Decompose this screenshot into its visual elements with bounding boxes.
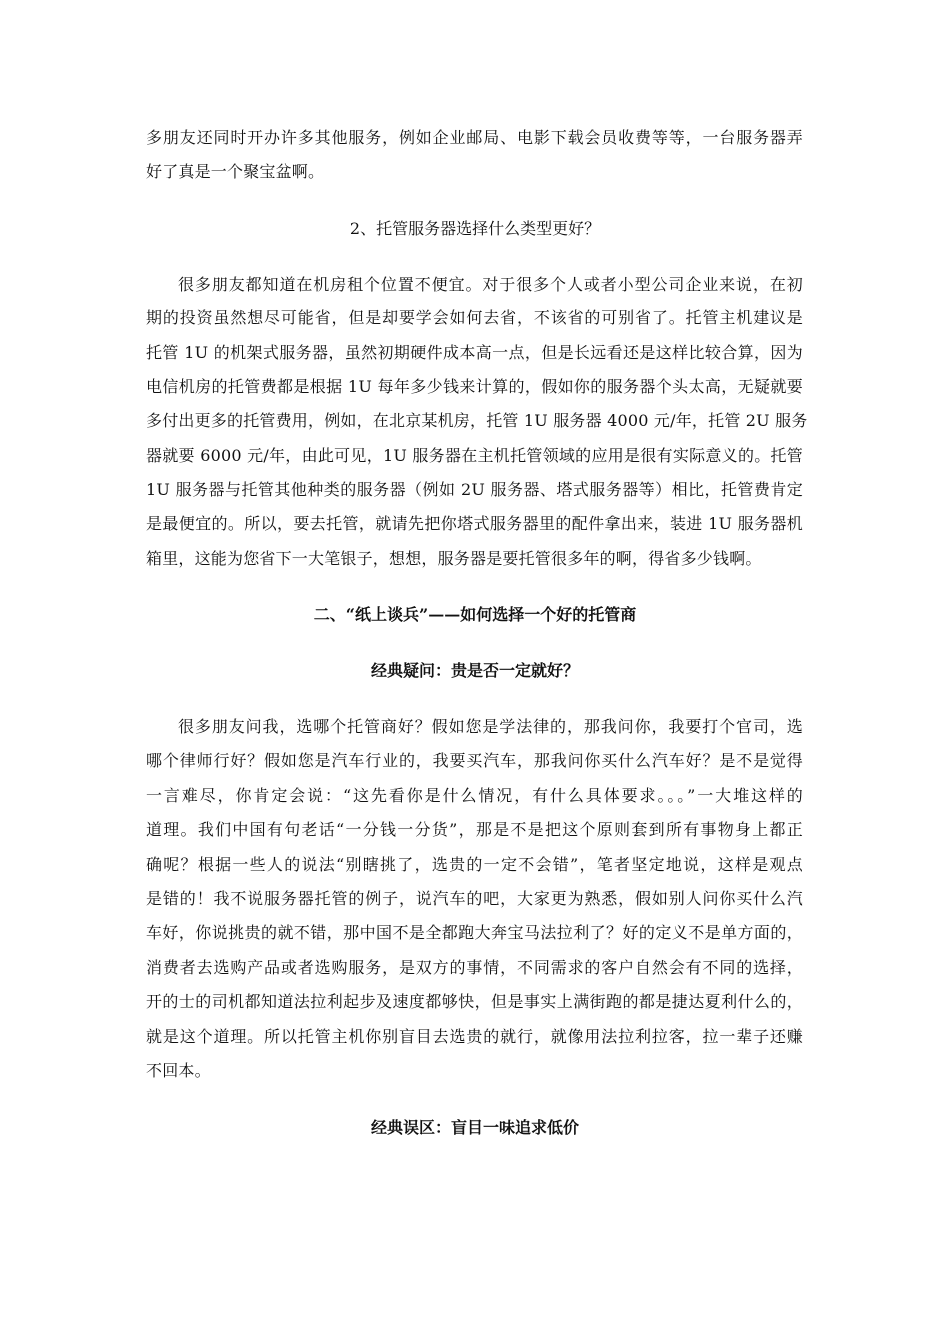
paragraph-line: 是最便宜的。所以，要去托管，就请先把你塔式服务器里的配件拿出来，装进 1U 服务器机 [146, 514, 803, 533]
section-heading: 二、“纸上谈兵”——如何选择一个好的托管商 [313, 605, 637, 624]
paragraph-line: 器就要 6000 元/年，由此可见，1U 服务器在主机托管领域的应用是很有实际意义的。托管 [146, 446, 803, 465]
paragraph-line: 箱里，这能为您省下一大笔银子，想想，服务器是要托管很多年的啊，得省多少钱啊。 [146, 549, 762, 568]
paragraph-line: 一言难尽，你肯定会说：“这先看你是什么情况，有什么具体要求。。。”一大堆这样的 [146, 786, 803, 805]
paragraph-line: 开的士的司机都知道法拉利起步及速度都够快，但是事实上满街跑的都是捷达夏利什么的， [146, 992, 803, 1011]
paragraph-line: 车好，你说挑贵的就不错，那中国不是全都跑大奔宝马法拉利了？好的定义不是单方面的， [146, 923, 803, 942]
paragraph-line: 不回本。 [146, 1061, 211, 1080]
paragraph-line: 多朋友还同时开办许多其他服务，例如企业邮局、电影下载会员收费等等，一台服务器弄 [146, 128, 803, 147]
paragraph-line: 很多朋友问我，选哪个托管商好？假如您是学法律的，那我问你，我要打个官司，选 [178, 717, 803, 736]
paragraph-line: 好了真是一个聚宝盆啊。 [146, 162, 325, 181]
paragraph-line: 托管 1U 的机架式服务器，虽然初期硬件成本高一点，但是长远看还是这样比较合算，因为 [146, 343, 803, 362]
paragraph-line: 1U 服务器与托管其他种类的服务器（例如 2U 服务器、塔式服务器等）相比，托管费肯定 [146, 480, 803, 499]
paragraph-line: 很多朋友都知道在机房租个位置不便宜。对于很多个人或者小型公司企业来说，在初 [178, 275, 803, 294]
paragraph-line: 是错的！我不说服务器托管的例子，说汽车的吧，大家更为熟悉，假如别人问你买什么汽 [146, 889, 803, 908]
paragraph-line: 电信机房的托管费都是根据 1U 每年多少钱来计算的，假如你的服务器个头太高，无疑就要 [146, 377, 803, 396]
paragraph-line: 确呢？根据一些人的说法“别瞎挑了，选贵的一定不会错”，笔者坚定地说，这样是观点 [146, 855, 803, 874]
paragraph-line: 哪个律师行好？假如您是汽车行业的，我要买汽车，那我问你买什么汽车好？是不是觉得 [146, 751, 803, 770]
question-heading: 经典疑问：贵是否一定就好？ [370, 661, 579, 680]
subsection-heading: 2、托管服务器选择什么类型更好？ [349, 219, 601, 238]
question-heading: 经典误区：盲目一味追求低价 [370, 1118, 579, 1137]
paragraph-line: 就是这个道理。所以托管主机你别盲目去选贵的就行，就像用法拉利拉客，拉一辈子还赚 [146, 1027, 803, 1046]
paragraph-line: 多付出更多的托管费用，例如，在北京某机房，托管 1U 服务器 4000 元/年，托管 2U 服务 [146, 411, 808, 430]
paragraph-line: 期的投资虽然想尽可能省，但是却要学会如何去省，不该省的可别省了。托管主机建议是 [146, 308, 803, 327]
paragraph-line: 消费者去选购产品或者选购服务，是双方的事情，不同需求的客户自然会有不同的选择， [146, 958, 803, 977]
paragraph-line: 道理。我们中国有句老话“一分钱一分货”，那是不是把这个原则套到所有事物身上都正 [146, 820, 803, 839]
